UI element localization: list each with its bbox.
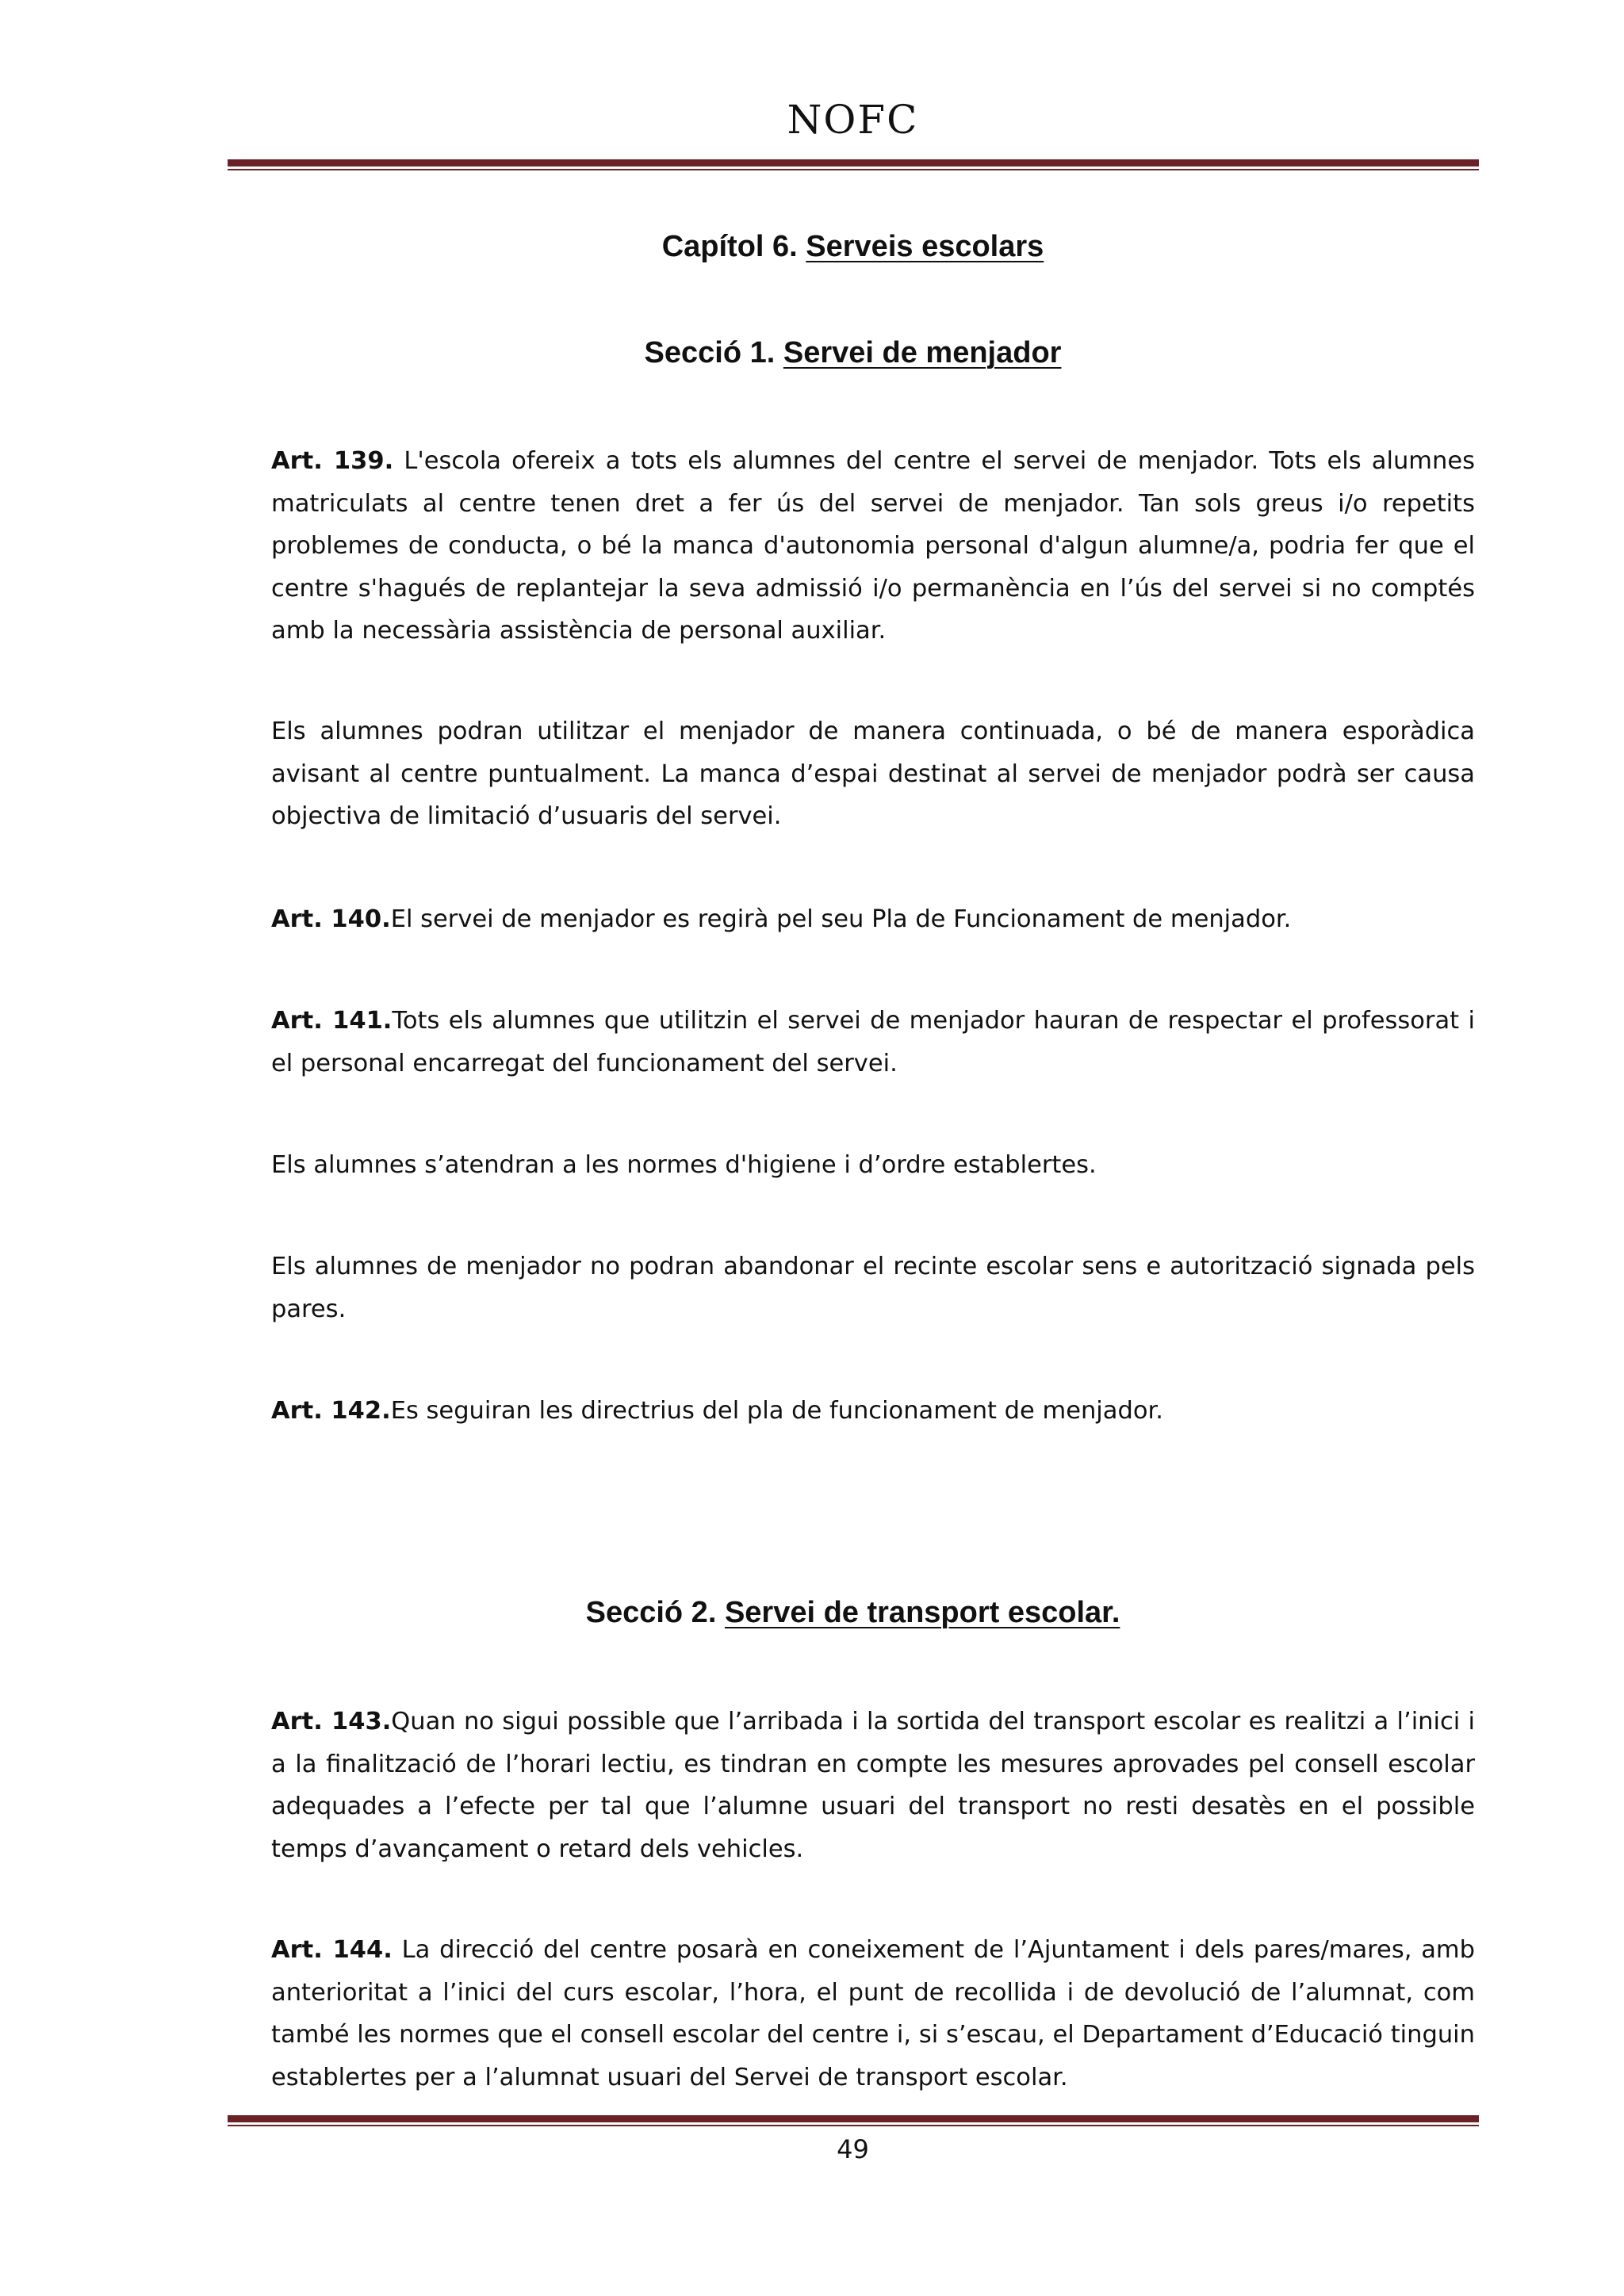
paragraph-text: Els alumnes s’atendran a les normes d'higiene i d’ordre establertes. — [271, 1151, 1097, 1179]
article-140 — [271, 898, 1475, 941]
document-header-title: NOFC — [787, 97, 919, 143]
article-143 — [271, 1701, 1475, 1870]
article-141-paragraph-3 — [271, 1246, 1475, 1330]
section-2-heading — [0, 1596, 1624, 1630]
article-142 — [271, 1390, 1475, 1433]
article-139 — [271, 440, 1475, 652]
article-text: Es seguiran les directrius del pla de funcionament de menjador. — [390, 1397, 1163, 1425]
chapter-title: Serveis escolars — [806, 230, 1044, 263]
paragraph-text: Els alumnes podran utilitzar el menjador de manera continuada, o bé de manera esporàdica avisant al centre puntualment. La manca d’espai destinat al servei de menjador podrà ser causa objectiva de limitació d’usuaris del servei. — [271, 718, 1475, 830]
footer-rule — [228, 2115, 1479, 2126]
article-text: L'escola ofereix a tots els alumnes del centre el servei de menjador. Tots els alumnes matriculats al centre tenen dret a fer ús del servei de menjador. Tan sols greus i/o repetits problemes de conducta, o bé la manca d'autonomia personal d'algun alumne/a, podria fer que el centre s'hagués de replantejar la seva admissió i/o permanència en l’ús del servei si no comptés amb la necessària assistència de personal auxiliar. — [271, 447, 1475, 645]
article-label: Art. 144. — [271, 1936, 393, 1964]
chapter-heading — [0, 230, 1624, 264]
section-2-prefix: Secció 2. — [585, 1596, 717, 1629]
article-label: Art. 143. — [271, 1708, 392, 1735]
article-text: El servei de menjador es regirà pel seu Pla de Funcionament de menjador. — [390, 905, 1292, 933]
article-label: Art. 139. — [271, 447, 394, 475]
article-141-paragraph-2 — [271, 1144, 1475, 1187]
page-number: 49 — [837, 2134, 869, 2164]
article-text: La direcció del centre posarà en coneixement de l’Ajuntament i dels pares/mares, amb anterioritat a l’inici del curs escolar, l’hora, el punt de recollida i de devolució de l’alumnat, com també les normes que el consell escolar del centre i, si s’escau, el Departament d’Educació tinguin establertes per a l’alumnat usuari del Servei de transport escolar. — [271, 1936, 1475, 2091]
article-144 — [271, 1929, 1475, 2099]
article-label: Art. 140. — [271, 905, 391, 933]
section-1-title: Servei de menjador — [783, 336, 1062, 369]
section-1-heading — [0, 336, 1624, 370]
section-2-title: Servei de transport escolar. — [724, 1596, 1120, 1629]
chapter-prefix: Capítol 6. — [661, 230, 798, 263]
article-text: Quan no sigui possible que l’arribada i la sortida del transport escolar es realitzi a l’inici i a la finalització de l’horari lectiu, es tindran en compte les mesures aprovades pel consell escolar adequades a l’efecte per tal que l’alumne usuari del transport no resti desatès en el possible temps d’avançament o retard dels vehicles. — [271, 1708, 1476, 1863]
header-rule — [228, 159, 1479, 170]
section-1-prefix: Secció 1. — [644, 336, 776, 369]
paragraph-text: Els alumnes de menjador no podran abandonar el recinte escolar sens e autorització signada pels pares. — [271, 1253, 1475, 1323]
article-139-paragraph-2 — [271, 710, 1475, 838]
article-141 — [271, 1000, 1475, 1085]
article-label: Art. 141. — [271, 1007, 393, 1035]
article-text: Tots els alumnes que utilitzin el servei de menjador hauran de respectar el professorat i el personal encarregat del funcionament del servei. — [271, 1007, 1475, 1077]
article-label: Art. 142. — [271, 1397, 391, 1425]
